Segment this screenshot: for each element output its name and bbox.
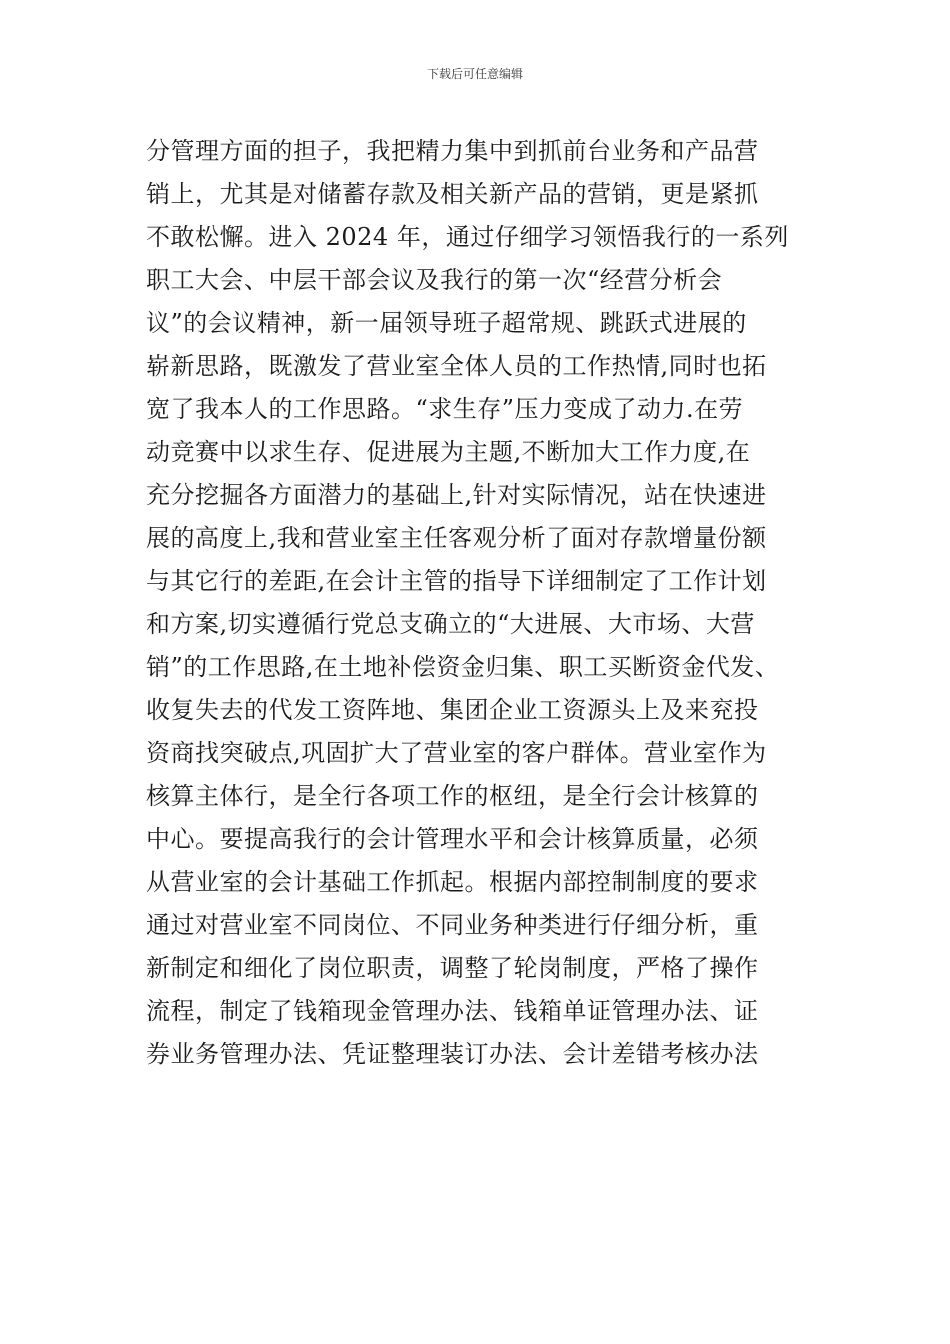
text-line: 通过对营业室不同岗位、不同业务种类进行仔细分析，重 [146, 911, 759, 939]
text-line: 不敢松懈。进入 2024 年，通过仔细学习领悟我行的一系列 [146, 223, 789, 251]
text-line: 新制定和细化了岗位职责，调整了轮岗制度，严格了操作 [146, 954, 759, 982]
text-line: 议”的会议精神，新一届领导班子超常规、跳跃式进展的 [146, 309, 747, 337]
text-line: 从营业室的会计基础工作抓起。根据内部控制制度的要求 [146, 868, 759, 896]
text-line: 销上，尤其是对储蓄存款及相关新产品的营销，更是紧抓 [146, 180, 759, 208]
text-line: 流程，制定了钱箱现金管理办法、钱箱单证管理办法、证 [146, 997, 759, 1025]
text-line: 资商找突破点,巩固扩大了营业室的客户群体。营业室作为 [146, 739, 767, 767]
text-line: 销”的工作思路,在土地补偿资金归集、职工买断资金代发、 [146, 653, 780, 681]
text-line: 崭新思路，既激发了营业室全体人员的工作热情,同时也拓 [146, 352, 767, 380]
text-line: 分管理方面的担子，我把精力集中到抓前台业务和产品营 [146, 137, 759, 165]
text-line: 收复失去的代发工资阵地、集团企业工资源头上及来兖投 [146, 696, 759, 724]
text-line: 动竞赛中以求生存、促进展为主题,不断加大工作力度,在 [146, 438, 751, 466]
text-line: 充分挖掘各方面潜力的基础上,针对实际情况，站在快速进 [146, 481, 767, 509]
text-line: 宽了我本人的工作思路。“求生存”压力变成了动力.在劳 [146, 395, 744, 423]
text-line: 职工大会、中层干部会议及我行的第一次“经营分析会 [146, 266, 723, 294]
text-line: 展的高度上,我和营业室主任客观分析了面对存款增量份额 [146, 524, 767, 552]
text-line: 核算主体行，是全行各项工作的枢纽，是全行会计核算的 [146, 782, 759, 810]
text-line: 与其它行的差距,在会计主管的指导下详细制定了工作计划 [146, 567, 767, 595]
text-line: 中心。要提高我行的会计管理水平和会计核算质量，必须 [146, 825, 759, 853]
page-header: 下载后可任意编辑 [426, 67, 523, 81]
document-body [146, 130, 826, 1076]
text-line: 券业务管理办法、凭证整理装订办法、会计差错考核办法 [146, 1040, 759, 1068]
text-line: 和方案,切实遵循行党总支确立的“大进展、大市场、大营 [146, 610, 755, 638]
